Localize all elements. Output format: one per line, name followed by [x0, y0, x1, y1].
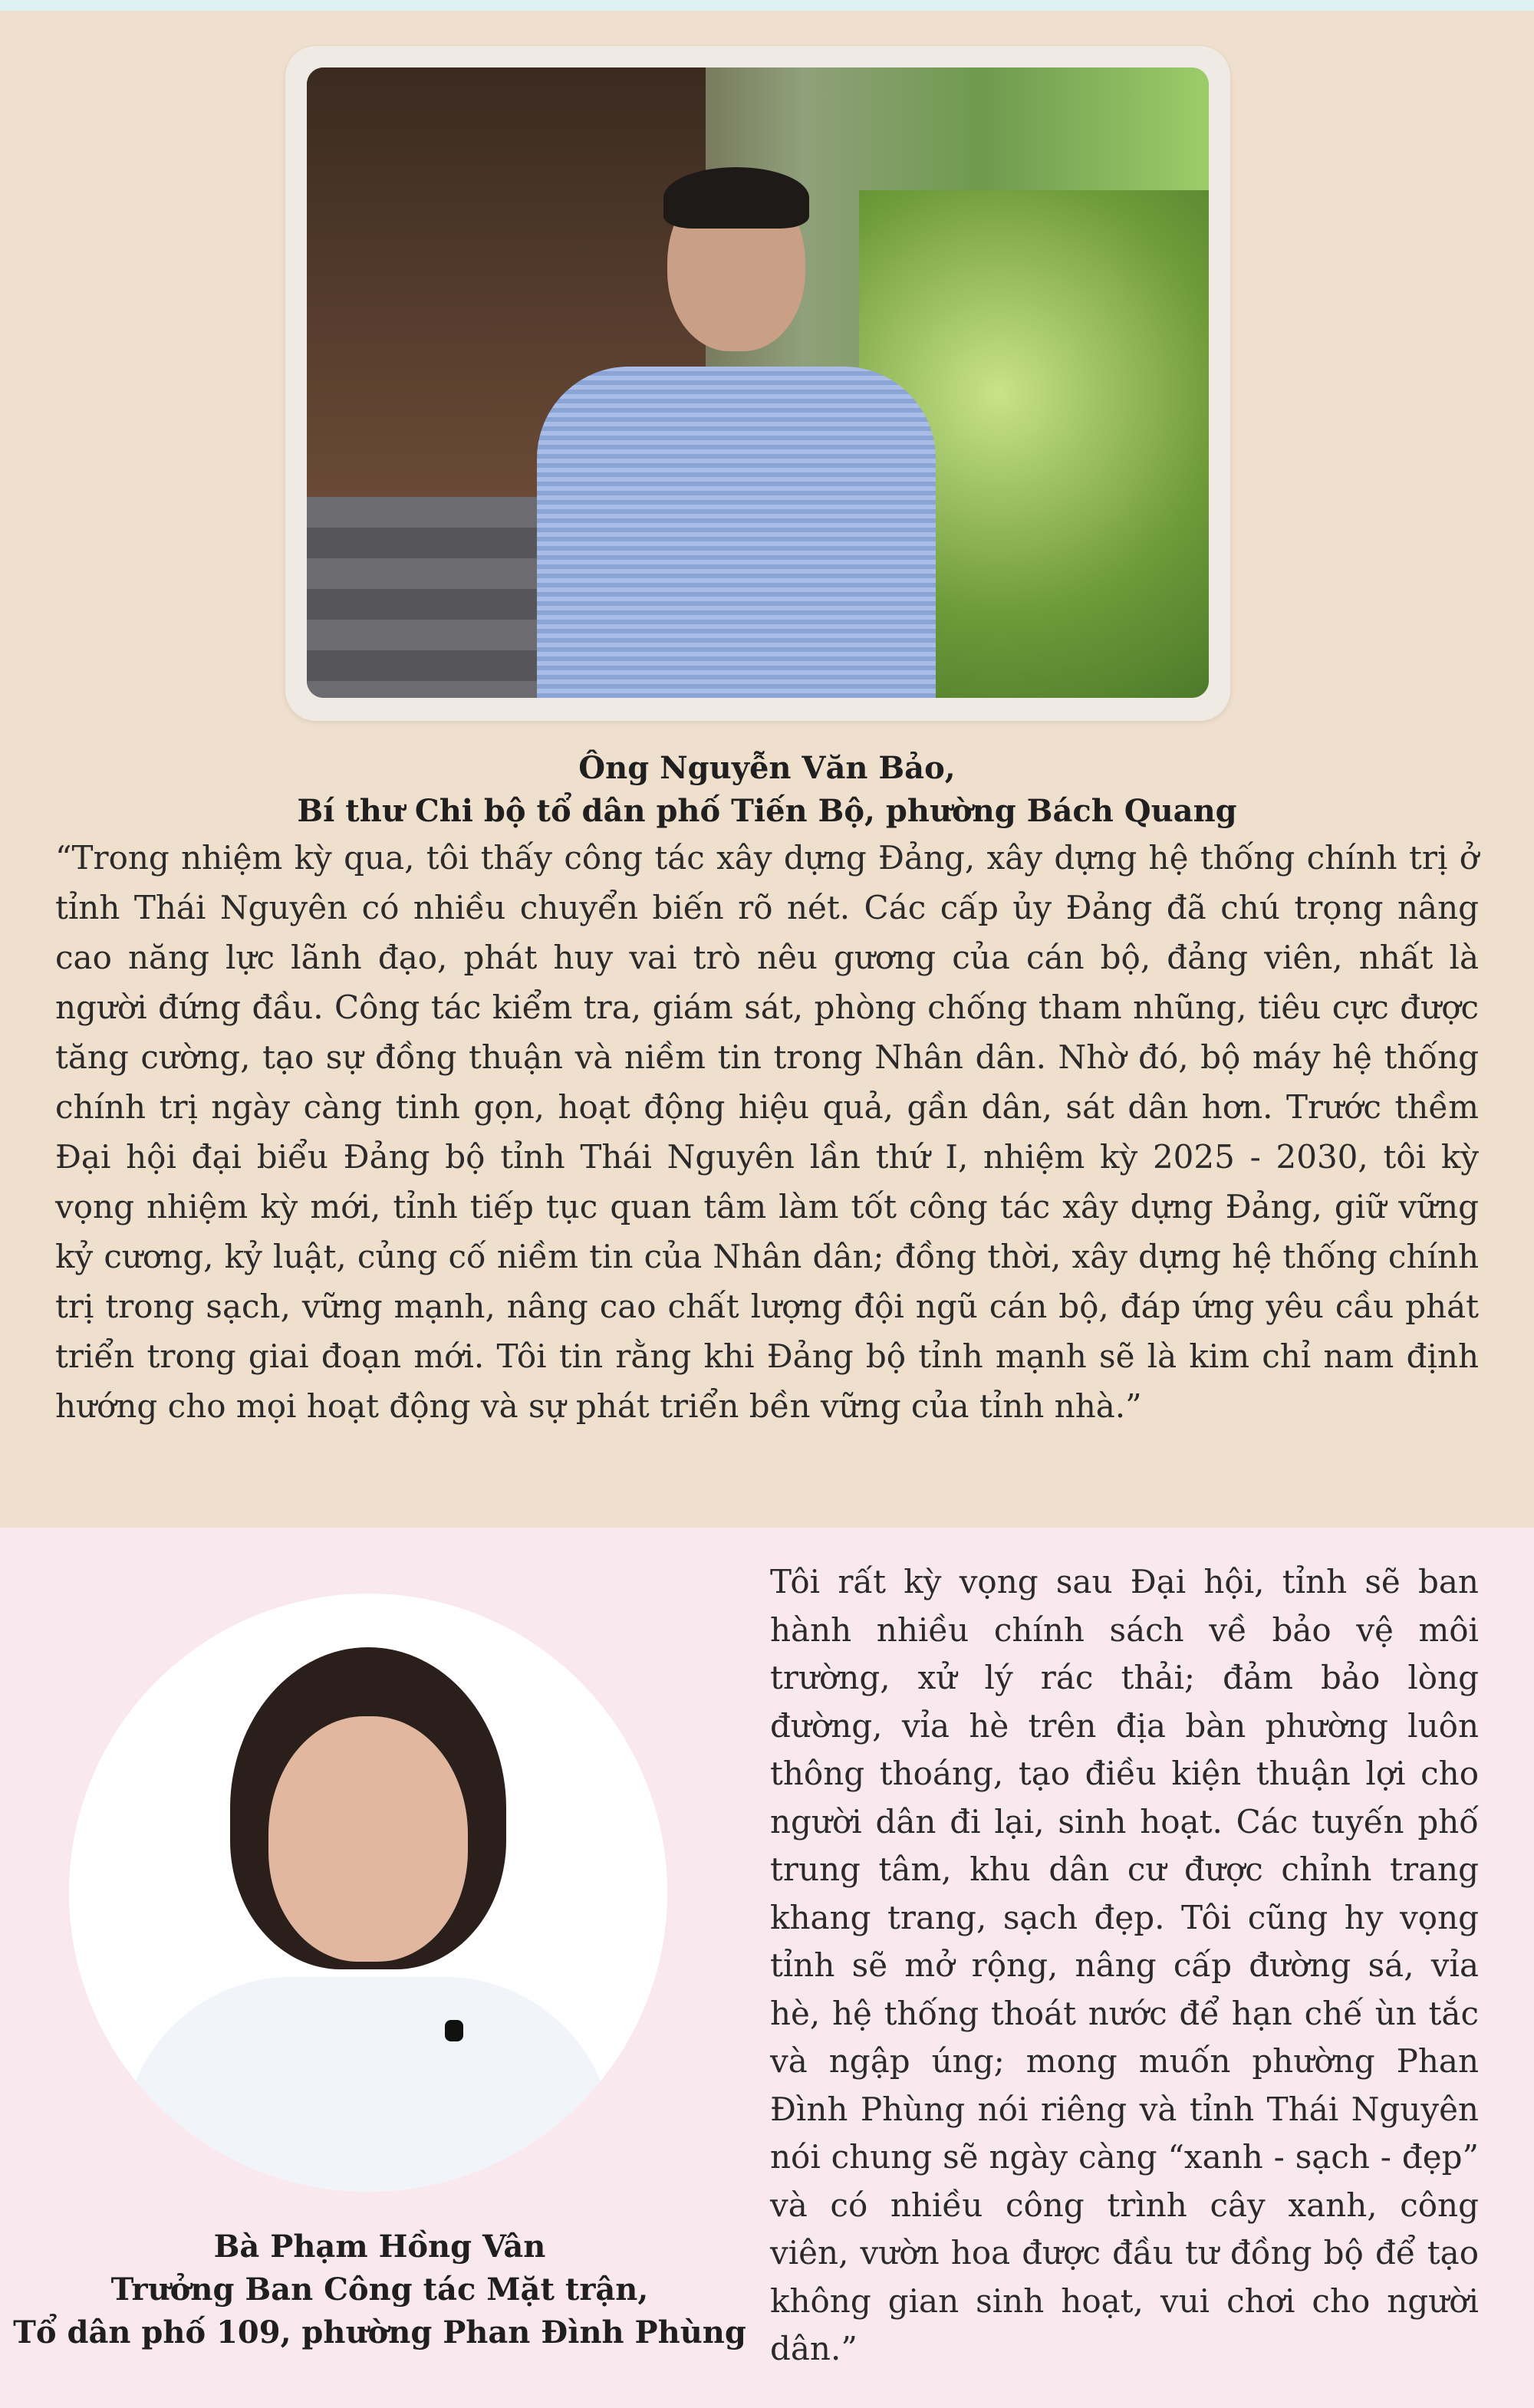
- top-accent-strip: [0, 0, 1534, 11]
- quote-paragraph: “Trong nhiệm kỳ qua, tôi thấy công tác xây dựng Đảng, xây dựng hệ thống chính trị ở tỉnh Thái Nguyên có nhiều chuyển biến rõ nét. Các cấp ủy Đảng đã chú trọng nâng cao năng lực lãnh đạo, phát huy vai trò nêu gương của cán bộ, đảng viên, nhất là người đứng đầu. Công tác kiểm tra, giám sát, phòng chống tham nhũng, tiêu cực được tăng cường, tạo sự đồng thuận và niềm tin trong Nhân dân. Nhờ đó, bộ máy hệ thống chính trị ngày càng tinh gọn, hoạt động hiệu quả, gần dân, sát dân hơn. Trước thềm Đại hội đại biểu Đảng bộ tỉnh Thái Nguyên lần thứ I, nhiệm kỳ 2025 - 2030, tôi kỳ vọng nhiệm kỳ mới, tỉnh tiếp tục quan tâm làm tốt công tác xây dựng Đảng, giữ vững kỷ cương, kỷ luật, củng cố niềm tin của Nhân dân; đồng thời, xây dựng hệ thống chính trị trong sạch, vững mạnh, nâng cao chất lượng đội ngũ cán bộ, đáp ứng yêu cầu phát triển trong giai đoạn mới. Tôi tin rằng khi Đảng bộ tỉnh mạnh sẽ là kim chỉ nam định hướng cho mọi hoạt động và sự phát triển bền vững của tỉnh nhà.”: [55, 839, 1479, 1425]
- subject-face: [268, 1716, 468, 1962]
- subject-top: [123, 1977, 614, 2192]
- caption-name: Bà Phạm Hồng Vân: [213, 2229, 546, 2265]
- photo-subject: [537, 175, 936, 698]
- interview-section-1: [0, 11, 1534, 1528]
- portrait-caption: [0, 2225, 759, 2354]
- subject-shirt: [537, 367, 936, 698]
- caption-title-line-2: Tổ dân phố 109, phường Phan Đình Phùng: [13, 2314, 746, 2350]
- interview-section-2: [0, 1528, 1534, 2408]
- photo-nguyen-van-bao: [307, 67, 1209, 698]
- subject-hair: [663, 167, 809, 229]
- caption-name: Ông Nguyễn Văn Bảo,: [578, 750, 956, 786]
- caption-title: Bí thư Chi bộ tổ dân phố Tiến Bộ, phường Bách Quang: [297, 793, 1237, 829]
- lapel-mic-icon: [445, 2020, 463, 2041]
- photo-frame-nguyen-van-bao: [285, 46, 1230, 721]
- caption-title-line-1: Trưởng Ban Công tác Mặt trận,: [110, 2271, 649, 2308]
- portrait-pham-hong-van: [69, 1594, 667, 2192]
- quote-paragraph: Tôi rất kỳ vọng sau Đại hội, tỉnh sẽ ban hành nhiều chính sách về bảo vệ môi trường, xử lý rác thải; đảm bảo lòng đường, vỉa hè trên địa bàn phường luôn thông thoáng, tạo điều kiện thuận lợi cho người dân đi lại, sinh hoạt. Các tuyến phố trung tâm, khu dân cư được chỉnh trang khang trang, sạch đẹp. Tôi cũng hy vọng tỉnh sẽ mở rộng, nâng cấp đường sá, vỉa hè, hệ thống thoát nước để hạn chế ùn tắc và ngập úng; mong muốn phường Phan Đình Phùng nói riêng và tỉnh Thái Nguyên nói chung sẽ ngày càng “xanh - sạch - đẹp” và có nhiều công trình cây xanh, công viên, vườn hoa được đầu tư đồng bộ để tạo không gian sinh hoạt, vui chơi cho người dân.”: [770, 1563, 1479, 2367]
- photo-caption: [0, 747, 1534, 833]
